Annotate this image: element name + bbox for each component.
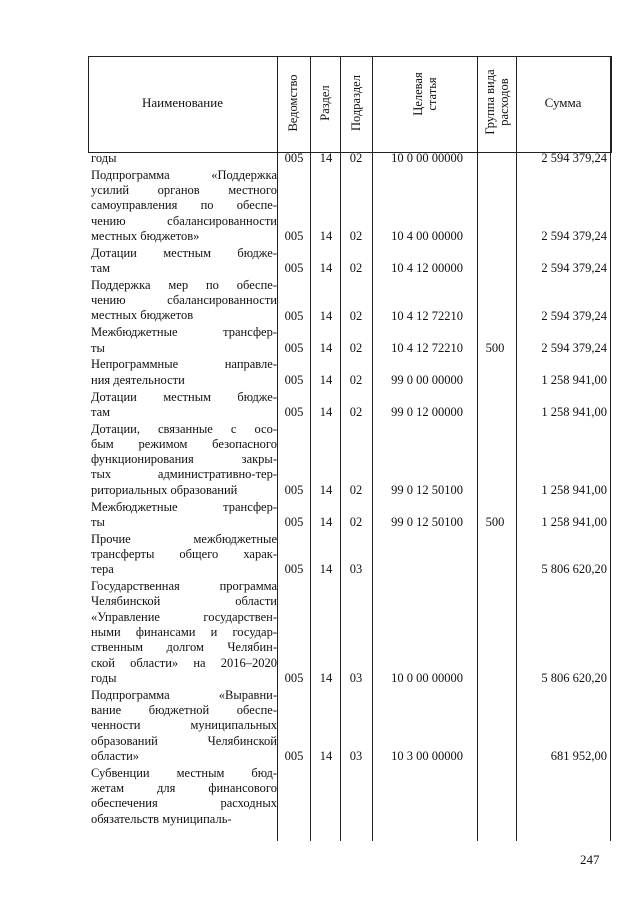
summa-cell: 2 594 379,24: [541, 229, 607, 243]
podrazdel-cell: 03: [349, 562, 363, 577]
podrazdel-cell: 03: [349, 748, 363, 763]
header-vedomstvo: Ведомство: [286, 74, 300, 132]
page-number: 247: [580, 852, 600, 867]
header-summa: Сумма: [544, 95, 582, 110]
row-name-line: вание бюджетной обеспе-: [91, 702, 277, 717]
row-name-line: ты: [91, 514, 105, 529]
podrazdel-cell: 02: [349, 261, 363, 276]
celevaya-cell: 99 0 12 50100: [391, 514, 463, 529]
row-name-line: чению сбалансированности: [91, 293, 277, 308]
row-name-line: функционирования закры-: [91, 452, 277, 467]
row-name: [91, 688, 277, 764]
razdel-cell: 14: [319, 151, 333, 165]
podrazdel-cell: 02: [349, 482, 363, 497]
row-name-line: годы: [91, 670, 117, 685]
razdel-cell: 14: [319, 229, 333, 243]
row-name: [91, 246, 277, 277]
razdel-cell: 14: [319, 482, 333, 497]
podrazdel-cell: 03: [349, 670, 363, 685]
header-name: Наименование: [142, 95, 223, 110]
header-celevaya: [411, 44, 439, 144]
summa-cell: 2 594 379,24: [541, 261, 607, 276]
row-name-line: Государственная программа: [91, 579, 277, 594]
podrazdel-cell: 02: [349, 404, 363, 419]
razdel-cell: 14: [319, 514, 333, 529]
row-name-line: Поддержка мер по обеспе-: [91, 277, 277, 292]
row-name: [91, 357, 277, 388]
summa-cell: 2 594 379,24: [541, 151, 607, 165]
header-gruppa-line2: расходов: [497, 78, 511, 126]
celevaya-cell: 10 3 00 00000: [391, 748, 463, 763]
gruppa-cell: 500: [485, 340, 505, 355]
row-name-line: Челябинской области: [91, 594, 277, 609]
summa-cell: 1 258 941,00: [541, 514, 607, 529]
podrazdel-cell: 02: [349, 514, 363, 529]
row-name-line: Межбюджетные трансфер-: [91, 499, 277, 514]
gruppa-cell: 500: [485, 514, 505, 529]
row-name-line: ты: [91, 340, 105, 355]
row-name-line: трансферты общего харак-: [91, 546, 277, 561]
podrazdel-cell: 02: [349, 372, 363, 387]
row-name-line: местных бюджетов: [91, 308, 194, 323]
row-name-line: ния деятельности: [91, 372, 185, 387]
row-name: [91, 168, 277, 244]
row-name-line: годы: [91, 151, 117, 165]
row-name-line: Субвенции местным бюд-: [91, 765, 277, 780]
row-name-line: ными финансами и государ-: [91, 624, 277, 639]
row-name-line: ской области» на 2016–2020: [91, 655, 277, 670]
row-name-line: образований Челябинской: [91, 733, 277, 748]
row-name-line: Дотации, связанные с осо-: [91, 421, 277, 436]
row-name-line: там: [91, 261, 111, 276]
celevaya-cell: 10 4 00 00000: [391, 229, 463, 243]
vedomstvo-cell: 005: [284, 404, 304, 419]
row-name-line: усилий органов местного: [91, 183, 277, 198]
column-divider: [477, 56, 478, 841]
celevaya-cell: 10 4 12 72210: [391, 340, 463, 355]
vedomstvo-cell: 005: [284, 562, 304, 577]
row-name-line: ственным долгом Челябин-: [91, 640, 277, 655]
row-name-line: ченности муниципальных: [91, 718, 277, 733]
column-divider: [310, 56, 311, 841]
podrazdel-cell: 02: [349, 340, 363, 355]
vedomstvo-cell: 005: [284, 748, 304, 763]
vedomstvo-cell: 005: [284, 308, 304, 323]
podrazdel-cell: 02: [349, 151, 363, 165]
row-name: [91, 278, 277, 324]
row-name-line: Подпрограмма «Поддержка: [91, 167, 277, 182]
vedomstvo-cell: 005: [284, 482, 304, 497]
row-name-line: Подпрограмма «Выравни-: [91, 687, 277, 702]
summa-cell: 1 258 941,00: [541, 372, 607, 387]
row-name-line: Прочие межбюджетные: [91, 531, 277, 546]
vedomstvo-cell: 005: [284, 670, 304, 685]
razdel-cell: 14: [319, 562, 333, 577]
razdel-cell: 14: [319, 308, 333, 323]
razdel-cell: 14: [319, 748, 333, 763]
row-name-line: обеспечения расходных: [91, 796, 277, 811]
row-name-line: самоуправления по обеспе-: [91, 198, 277, 213]
header-celevaya-line1: Целевая: [411, 72, 425, 116]
celevaya-cell: 10 4 12 00000: [391, 261, 463, 276]
column-divider: [372, 56, 373, 841]
celevaya-cell: 10 0 00 00000: [391, 151, 463, 165]
header-gruppa-line1: Группа вида: [483, 69, 497, 135]
celevaya-cell: 99 0 12 00000: [391, 404, 463, 419]
podrazdel-cell: 02: [349, 229, 363, 243]
header-gruppa: [483, 52, 511, 152]
row-name-line: тых административно-тер-: [91, 467, 277, 482]
celevaya-cell: 99 0 12 50100: [391, 482, 463, 497]
vedomstvo-cell: 005: [284, 229, 304, 243]
vedomstvo-cell: 005: [284, 340, 304, 355]
vedomstvo-cell: 005: [284, 151, 304, 165]
vedomstvo-cell: 005: [284, 372, 304, 387]
row-name: [91, 500, 277, 531]
razdel-cell: 14: [319, 372, 333, 387]
row-name-line: «Управление государствен-: [91, 609, 277, 624]
header-podrazdel: Подраздел: [349, 75, 363, 131]
row-name-line: жетам для финансового: [91, 780, 277, 795]
row-name-line: бым режимом безопасного: [91, 436, 277, 451]
razdel-cell: 14: [319, 404, 333, 419]
row-name-line: местных бюджетов»: [91, 228, 200, 243]
row-name: [91, 579, 277, 686]
celevaya-cell: 10 4 12 72210: [391, 308, 463, 323]
row-name: [91, 151, 277, 166]
header-celevaya-line2: статья: [425, 77, 439, 111]
row-name-line: области»: [91, 748, 140, 763]
row-name-line: чению сбалансированности: [91, 213, 277, 228]
podrazdel-cell: 02: [349, 308, 363, 323]
table-right-border: [610, 56, 611, 841]
row-name: [91, 766, 277, 827]
row-name: [91, 325, 277, 356]
row-name-line: риториальных образований: [91, 482, 238, 497]
column-divider: [277, 56, 278, 841]
celevaya-cell: 99 0 00 00000: [391, 372, 463, 387]
column-divider: [516, 56, 517, 841]
row-name-line: Межбюджетные трансфер-: [91, 325, 277, 340]
row-name: [91, 532, 277, 578]
summa-cell: 5 806 620,20: [541, 670, 607, 685]
row-name: [91, 390, 277, 421]
celevaya-cell: 10 0 00 00000: [391, 670, 463, 685]
razdel-cell: 14: [319, 670, 333, 685]
summa-cell: 2 594 379,24: [541, 308, 607, 323]
column-divider: [340, 56, 341, 841]
row-name-line: Дотации местным бюдже-: [91, 389, 277, 404]
row-name-line: там: [91, 404, 111, 419]
row-name-line: Непрограммные направле-: [91, 357, 277, 372]
razdel-cell: 14: [319, 261, 333, 276]
header-razdel: Раздел: [318, 85, 332, 121]
summa-cell: 1 258 941,00: [541, 404, 607, 419]
summa-cell: 5 806 620,20: [541, 562, 607, 577]
row-name: [91, 422, 277, 498]
vedomstvo-cell: 005: [284, 261, 304, 276]
row-name-line: Дотации местным бюдже-: [91, 245, 277, 260]
summa-cell: 1 258 941,00: [541, 482, 607, 497]
row-name-line: обязательств муниципаль-: [91, 811, 232, 826]
summa-cell: 2 594 379,24: [541, 340, 607, 355]
vedomstvo-cell: 005: [284, 514, 304, 529]
razdel-cell: 14: [319, 340, 333, 355]
row-name-line: тера: [91, 562, 114, 577]
summa-cell: 681 952,00: [550, 748, 607, 763]
